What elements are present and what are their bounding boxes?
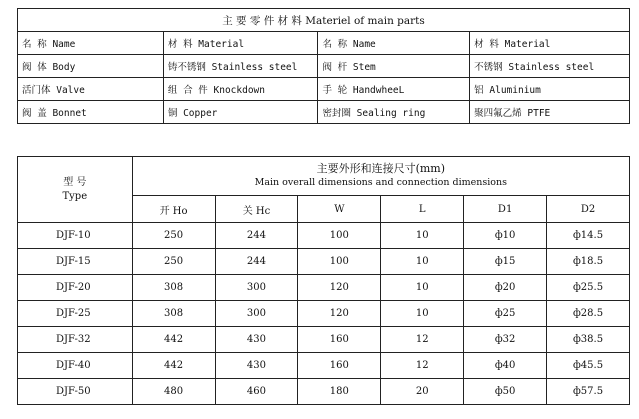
materials-cell: 组 合 件 Knockdown — [163, 78, 318, 101]
value-cell: ф40 — [464, 353, 547, 379]
materials-header-row — [18, 32, 630, 55]
dimensions-table — [17, 156, 630, 405]
value-cell: ф15 — [464, 249, 547, 275]
value-cell: 10 — [381, 223, 464, 249]
table-row — [18, 249, 630, 275]
value-cell: 160 — [298, 327, 381, 353]
materials-title: 主 要 零 件 材 料 Materiel of main parts — [18, 9, 630, 32]
type-cell: DJF-10 — [18, 223, 133, 249]
type-cell: DJF-15 — [18, 249, 133, 275]
value-cell: ф14.5 — [547, 223, 630, 249]
materials-cell: 铝 Aluminium — [470, 78, 630, 101]
column-header-l: L — [381, 196, 464, 223]
value-cell: 12 — [381, 353, 464, 379]
type-cell: DJF-50 — [18, 379, 133, 405]
type-header — [18, 157, 133, 223]
value-cell: 430 — [215, 327, 298, 353]
dimensions-title-zh: 主要外形和连接尺寸(mm) — [316, 162, 446, 175]
materials-table — [17, 8, 630, 124]
value-cell: 100 — [298, 249, 381, 275]
table-row — [18, 353, 630, 379]
materials-cell: 阀 体 Body — [18, 55, 164, 78]
table-row — [18, 379, 630, 405]
materials-header-cell: 名 称 Name — [18, 32, 164, 55]
table-row — [18, 275, 630, 301]
type-header-zh: 型 号 — [63, 176, 87, 188]
value-cell: ф45.5 — [547, 353, 630, 379]
materials-header-cell: 材 料 Material — [163, 32, 318, 55]
value-cell: 120 — [298, 275, 381, 301]
value-cell: 250 — [132, 223, 215, 249]
value-cell: ф32 — [464, 327, 547, 353]
value-cell: 100 — [298, 223, 381, 249]
column-header-hc: 关 Hc — [215, 196, 298, 223]
materials-row — [18, 78, 630, 101]
type-cell: DJF-32 — [18, 327, 133, 353]
materials-cell: 聚四氟乙烯 PTFE — [470, 101, 630, 124]
materials-row — [18, 101, 630, 124]
value-cell: 300 — [215, 275, 298, 301]
value-cell: ф25.5 — [547, 275, 630, 301]
value-cell: 250 — [132, 249, 215, 275]
materials-row — [18, 55, 630, 78]
value-cell: 300 — [215, 301, 298, 327]
value-cell: ф10 — [464, 223, 547, 249]
value-cell: 442 — [132, 327, 215, 353]
value-cell: 10 — [381, 301, 464, 327]
value-cell: 244 — [215, 223, 298, 249]
materials-cell: 铜 Copper — [163, 101, 318, 124]
materials-header-cell: 材 料 Material — [470, 32, 630, 55]
materials-cell: 铸不锈钢 Stainless steel — [163, 55, 318, 78]
materials-cell: 不锈钢 Stainless steel — [470, 55, 630, 78]
materials-title-row — [18, 9, 630, 32]
value-cell: ф38.5 — [547, 327, 630, 353]
value-cell: 180 — [298, 379, 381, 405]
type-cell: DJF-40 — [18, 353, 133, 379]
value-cell: ф18.5 — [547, 249, 630, 275]
value-cell: 308 — [132, 301, 215, 327]
value-cell: 430 — [215, 353, 298, 379]
value-cell: ф28.5 — [547, 301, 630, 327]
type-cell: DJF-25 — [18, 301, 133, 327]
materials-cell: 阀 盖 Bonnet — [18, 101, 164, 124]
column-header-ho: 开 Ho — [132, 196, 215, 223]
table-row — [18, 327, 630, 353]
value-cell: 244 — [215, 249, 298, 275]
value-cell: ф20 — [464, 275, 547, 301]
type-cell: DJF-20 — [18, 275, 133, 301]
materials-cell: 密封圈 Sealing ring — [318, 101, 470, 124]
materials-cell: 阀 杆 Stem — [318, 55, 470, 78]
materials-header-cell: 名 称 Name — [318, 32, 470, 55]
table-row — [18, 223, 630, 249]
value-cell: 308 — [132, 275, 215, 301]
value-cell: 480 — [132, 379, 215, 405]
value-cell: ф57.5 — [547, 379, 630, 405]
dimensions-title — [132, 157, 629, 196]
value-cell: 20 — [381, 379, 464, 405]
value-cell: ф50 — [464, 379, 547, 405]
value-cell: 160 — [298, 353, 381, 379]
value-cell: 12 — [381, 327, 464, 353]
table-row — [18, 301, 630, 327]
materials-cell: 活门体 Valve — [18, 78, 164, 101]
value-cell: 120 — [298, 301, 381, 327]
column-header-d1: D1 — [464, 196, 547, 223]
materials-cell: 手 轮 HandwheeL — [318, 78, 470, 101]
dimensions-title-row — [18, 157, 630, 196]
type-header-en: Type — [62, 190, 88, 202]
value-cell: ф25 — [464, 301, 547, 327]
value-cell: 442 — [132, 353, 215, 379]
column-header-w: W — [298, 196, 381, 223]
value-cell: 10 — [381, 249, 464, 275]
value-cell: 10 — [381, 275, 464, 301]
column-header-d2: D2 — [547, 196, 630, 223]
dimensions-title-en: Main overall dimensions and connection dimensions — [254, 177, 507, 188]
value-cell: 460 — [215, 379, 298, 405]
